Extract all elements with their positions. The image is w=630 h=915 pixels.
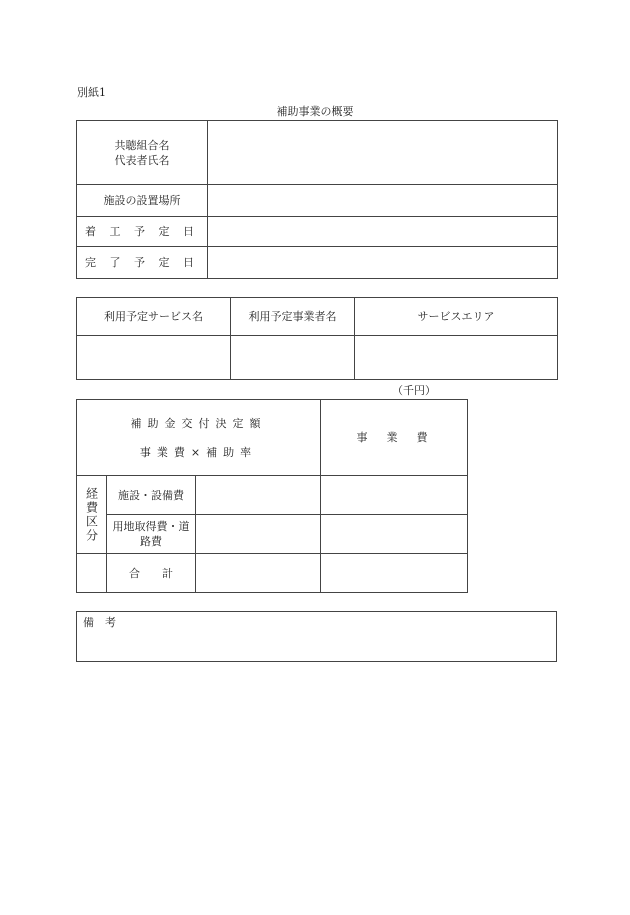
start-date-field[interactable] (208, 217, 558, 247)
land-road-grant-field[interactable] (196, 515, 321, 554)
table-row (77, 185, 558, 217)
union-name-label: 共聴組合名 (114, 138, 170, 152)
project-cost-header: 事 業 費 (321, 400, 468, 476)
service-name-field[interactable] (77, 336, 231, 380)
table-row (77, 298, 558, 336)
service-name-header: 利用予定サービス名 (77, 298, 231, 336)
land-road-cost-line1: 用地取得費・道 (112, 520, 190, 533)
installation-location-field[interactable] (208, 185, 558, 217)
total-label: 合 計 (107, 554, 196, 593)
total-cost-field[interactable] (321, 554, 468, 593)
table-row (77, 476, 468, 515)
facility-cost-grant-field[interactable] (196, 476, 321, 515)
grant-formula-label: 事業費×補助率 (139, 445, 258, 459)
representative-name-label: 代表者氏名 (114, 153, 170, 167)
unit-label: （千円） (392, 384, 436, 397)
union-representative-field[interactable] (208, 121, 558, 185)
union-representative-label (77, 121, 208, 185)
facility-cost-label: 施設・設備費 (107, 476, 196, 515)
overview-table (76, 120, 558, 279)
start-date-label: 着 工 予 定 日 (77, 217, 208, 247)
provider-name-header: 利用予定事業者名 (231, 298, 355, 336)
table-row (77, 554, 468, 593)
total-grant-field[interactable] (196, 554, 321, 593)
table-row (77, 515, 468, 554)
table-row (77, 336, 558, 380)
cost-table (76, 399, 468, 593)
provider-name-field[interactable] (231, 336, 355, 380)
table-row (77, 400, 468, 476)
table-row (77, 217, 558, 247)
service-area-header: サービスエリア (355, 298, 558, 336)
facility-cost-field[interactable] (321, 476, 468, 515)
installation-location-label: 施設の設置場所 (77, 185, 208, 217)
service-area-field[interactable] (355, 336, 558, 380)
land-road-cost-label (107, 515, 196, 554)
table-row (77, 247, 558, 279)
table-row (77, 121, 558, 185)
grant-amount-label: 補助金交付決定額 (130, 416, 267, 430)
land-road-cost-field[interactable] (321, 515, 468, 554)
attachment-label: 別紙1 (77, 86, 106, 99)
land-road-cost-line2: 路費 (140, 535, 162, 548)
grant-amount-header (77, 400, 321, 476)
remarks-label: 備 考 (83, 616, 116, 629)
remarks-box (76, 611, 557, 662)
document-title: 補助事業の概要 (276, 105, 354, 118)
completion-date-field[interactable] (208, 247, 558, 279)
expense-category-label: 経費区分 (77, 476, 107, 554)
completion-date-label: 完 了 予 定 日 (77, 247, 208, 279)
services-table (76, 297, 558, 380)
total-spacer-cell (77, 554, 107, 593)
